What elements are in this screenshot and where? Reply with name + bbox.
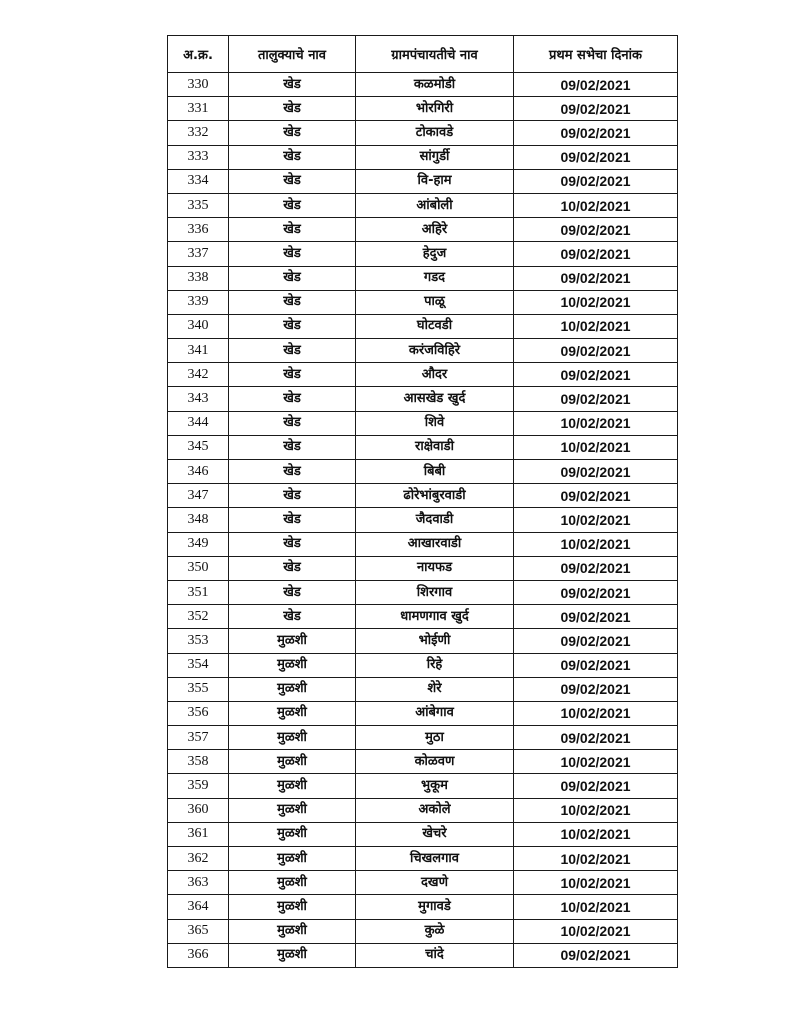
serial-number-cell: 350 — [168, 556, 229, 580]
meeting-date-cell: 10/02/2021 — [514, 701, 678, 725]
gram-panchayat-cell: राक्षेवाडी — [356, 435, 514, 459]
table-row — [168, 363, 678, 387]
serial-number-cell: 341 — [168, 339, 229, 363]
gram-panchayat-cell: कळमोडी — [356, 73, 514, 97]
table-row — [168, 411, 678, 435]
gram-panchayat-cell: घोटवडी — [356, 314, 514, 338]
taluka-cell: खेड — [229, 73, 356, 97]
meeting-date-cell: 09/02/2021 — [514, 605, 678, 629]
table-row — [168, 677, 678, 701]
table-row — [168, 556, 678, 580]
taluka-cell: खेड — [229, 314, 356, 338]
serial-number-cell: 351 — [168, 580, 229, 604]
header-serial: अ.क्र. — [168, 36, 229, 73]
taluka-cell: खेड — [229, 193, 356, 217]
table-row — [168, 121, 678, 145]
gram-panchayat-cell: दखणे — [356, 871, 514, 895]
table-row — [168, 73, 678, 97]
meeting-date-cell: 10/02/2021 — [514, 822, 678, 846]
taluka-cell: मुळशी — [229, 629, 356, 653]
gram-panchayat-cell: रिहे — [356, 653, 514, 677]
serial-number-cell: 360 — [168, 798, 229, 822]
serial-number-cell: 342 — [168, 363, 229, 387]
header-first-meeting-date: प्रथम सभेचा दिनांक — [514, 36, 678, 73]
meeting-date-cell: 09/02/2021 — [514, 653, 678, 677]
table-row — [168, 774, 678, 798]
gram-panchayat-cell: अकोले — [356, 798, 514, 822]
meeting-date-cell: 09/02/2021 — [514, 580, 678, 604]
header-row — [168, 36, 678, 73]
serial-number-cell: 339 — [168, 290, 229, 314]
taluka-cell: खेड — [229, 266, 356, 290]
gram-panchayat-cell: शिरगाव — [356, 580, 514, 604]
taluka-cell: मुळशी — [229, 871, 356, 895]
meeting-date-cell: 09/02/2021 — [514, 266, 678, 290]
serial-number-cell: 363 — [168, 871, 229, 895]
serial-number-cell: 330 — [168, 73, 229, 97]
gram-panchayat-cell: सांगुर्डी — [356, 145, 514, 169]
taluka-cell: खेड — [229, 363, 356, 387]
gram-panchayat-cell: चांदे — [356, 943, 514, 967]
meeting-date-cell: 10/02/2021 — [514, 919, 678, 943]
gram-panchayat-cell: करंजविहिरे — [356, 339, 514, 363]
taluka-cell: खेड — [229, 145, 356, 169]
table-row — [168, 701, 678, 725]
serial-number-cell: 359 — [168, 774, 229, 798]
gram-panchayat-cell: भोईणी — [356, 629, 514, 653]
gram-panchayat-cell: ढोरेभांबुरवाडी — [356, 484, 514, 508]
table-row — [168, 508, 678, 532]
gram-panchayat-cell: आंबेगाव — [356, 701, 514, 725]
taluka-cell: मुळशी — [229, 677, 356, 701]
taluka-cell: खेड — [229, 290, 356, 314]
taluka-cell: खेड — [229, 218, 356, 242]
table-row — [168, 726, 678, 750]
taluka-cell: खेड — [229, 435, 356, 459]
header-taluka: तालुक्याचे नाव — [229, 36, 356, 73]
meeting-date-cell: 09/02/2021 — [514, 677, 678, 701]
table-header — [168, 36, 678, 73]
serial-number-cell: 352 — [168, 605, 229, 629]
meeting-date-cell: 09/02/2021 — [514, 484, 678, 508]
taluka-cell: मुळशी — [229, 726, 356, 750]
gram-panchayat-cell: धामणगाव खुर्द — [356, 605, 514, 629]
serial-number-cell: 353 — [168, 629, 229, 653]
gram-panchayat-cell: कोळवण — [356, 750, 514, 774]
gram-panchayat-cell: भुकूम — [356, 774, 514, 798]
serial-number-cell: 331 — [168, 97, 229, 121]
serial-number-cell: 332 — [168, 121, 229, 145]
gram-panchayat-cell: अहिरे — [356, 218, 514, 242]
gram-panchayat-cell: मुठा — [356, 726, 514, 750]
table-row — [168, 97, 678, 121]
serial-number-cell: 361 — [168, 822, 229, 846]
table-row — [168, 242, 678, 266]
serial-number-cell: 338 — [168, 266, 229, 290]
taluka-cell: खेड — [229, 411, 356, 435]
meeting-date-cell: 09/02/2021 — [514, 943, 678, 967]
table-row — [168, 290, 678, 314]
table-row — [168, 484, 678, 508]
meeting-date-cell: 10/02/2021 — [514, 847, 678, 871]
meeting-date-cell: 09/02/2021 — [514, 629, 678, 653]
gram-panchayat-meeting-table — [167, 35, 678, 968]
gram-panchayat-cell: शेरे — [356, 677, 514, 701]
gram-panchayat-cell: आखारवाडी — [356, 532, 514, 556]
meeting-date-cell: 09/02/2021 — [514, 218, 678, 242]
serial-number-cell: 333 — [168, 145, 229, 169]
table-row — [168, 871, 678, 895]
gram-panchayat-cell: हेदुज — [356, 242, 514, 266]
taluka-cell: खेड — [229, 169, 356, 193]
gram-panchayat-cell: कुळे — [356, 919, 514, 943]
serial-number-cell: 340 — [168, 314, 229, 338]
gram-panchayat-cell: चिखलगाव — [356, 847, 514, 871]
taluka-cell: खेड — [229, 121, 356, 145]
meeting-date-cell: 10/02/2021 — [514, 798, 678, 822]
gram-panchayat-cell: बिबी — [356, 460, 514, 484]
serial-number-cell: 345 — [168, 435, 229, 459]
serial-number-cell: 348 — [168, 508, 229, 532]
table-row — [168, 314, 678, 338]
taluka-cell: मुळशी — [229, 847, 356, 871]
meeting-date-cell: 10/02/2021 — [514, 508, 678, 532]
table-row — [168, 266, 678, 290]
table-row — [168, 895, 678, 919]
meeting-date-cell: 09/02/2021 — [514, 363, 678, 387]
table-row — [168, 653, 678, 677]
taluka-cell: खेड — [229, 532, 356, 556]
table-row — [168, 847, 678, 871]
taluka-cell: खेड — [229, 242, 356, 266]
taluka-cell: मुळशी — [229, 822, 356, 846]
serial-number-cell: 343 — [168, 387, 229, 411]
serial-number-cell: 354 — [168, 653, 229, 677]
table-row — [168, 460, 678, 484]
table-row — [168, 919, 678, 943]
gram-panchayat-cell: मुगावडे — [356, 895, 514, 919]
serial-number-cell: 358 — [168, 750, 229, 774]
meeting-date-cell: 10/02/2021 — [514, 290, 678, 314]
meeting-date-cell: 09/02/2021 — [514, 121, 678, 145]
serial-number-cell: 349 — [168, 532, 229, 556]
taluka-cell: खेड — [229, 556, 356, 580]
meeting-date-cell: 09/02/2021 — [514, 339, 678, 363]
serial-number-cell: 364 — [168, 895, 229, 919]
serial-number-cell: 344 — [168, 411, 229, 435]
taluka-cell: मुळशी — [229, 774, 356, 798]
table-row — [168, 193, 678, 217]
serial-number-cell: 362 — [168, 847, 229, 871]
meeting-date-cell: 09/02/2021 — [514, 460, 678, 484]
table-row — [168, 605, 678, 629]
taluka-cell: मुळशी — [229, 653, 356, 677]
meeting-date-cell: 09/02/2021 — [514, 726, 678, 750]
meeting-date-cell: 09/02/2021 — [514, 242, 678, 266]
taluka-cell: मुळशी — [229, 895, 356, 919]
gram-panchayat-cell: भोरगिरी — [356, 97, 514, 121]
table-row — [168, 218, 678, 242]
serial-number-cell: 335 — [168, 193, 229, 217]
table-row — [168, 169, 678, 193]
gram-panchayat-cell: शिवे — [356, 411, 514, 435]
taluka-cell: मुळशी — [229, 919, 356, 943]
table-row — [168, 580, 678, 604]
meeting-date-cell: 09/02/2021 — [514, 145, 678, 169]
meeting-date-cell: 10/02/2021 — [514, 532, 678, 556]
gram-panchayat-cell: नायफड — [356, 556, 514, 580]
meeting-date-cell: 09/02/2021 — [514, 387, 678, 411]
table-row — [168, 532, 678, 556]
meeting-date-cell: 10/02/2021 — [514, 750, 678, 774]
serial-number-cell: 366 — [168, 943, 229, 967]
serial-number-cell: 337 — [168, 242, 229, 266]
taluka-cell: खेड — [229, 484, 356, 508]
meeting-date-cell: 10/02/2021 — [514, 411, 678, 435]
gram-panchayat-cell: जैदवाडी — [356, 508, 514, 532]
serial-number-cell: 347 — [168, 484, 229, 508]
gram-panchayat-cell: औदर — [356, 363, 514, 387]
gram-panchayat-cell: वि-हाम — [356, 169, 514, 193]
taluka-cell: खेड — [229, 97, 356, 121]
gram-panchayat-cell: आंबोली — [356, 193, 514, 217]
serial-number-cell: 336 — [168, 218, 229, 242]
serial-number-cell: 356 — [168, 701, 229, 725]
table-row — [168, 798, 678, 822]
taluka-cell: मुळशी — [229, 798, 356, 822]
taluka-cell: खेड — [229, 605, 356, 629]
taluka-cell: मुळशी — [229, 750, 356, 774]
meeting-date-cell: 10/02/2021 — [514, 314, 678, 338]
meeting-date-cell: 10/02/2021 — [514, 435, 678, 459]
taluka-cell: खेड — [229, 339, 356, 363]
gram-panchayat-cell: खेचरे — [356, 822, 514, 846]
gram-panchayat-cell: पाळू — [356, 290, 514, 314]
meeting-date-cell: 09/02/2021 — [514, 774, 678, 798]
serial-number-cell: 355 — [168, 677, 229, 701]
taluka-cell: खेड — [229, 460, 356, 484]
table-row — [168, 943, 678, 967]
meeting-date-cell: 10/02/2021 — [514, 193, 678, 217]
meeting-date-cell: 09/02/2021 — [514, 73, 678, 97]
table-row — [168, 435, 678, 459]
table-row — [168, 750, 678, 774]
table-row — [168, 145, 678, 169]
meeting-date-cell: 10/02/2021 — [514, 871, 678, 895]
meeting-date-cell: 09/02/2021 — [514, 169, 678, 193]
taluka-cell: खेड — [229, 387, 356, 411]
gram-panchayat-cell: आसखेड खुर्द — [356, 387, 514, 411]
gram-panchayat-cell: गडद — [356, 266, 514, 290]
serial-number-cell: 334 — [168, 169, 229, 193]
serial-number-cell: 346 — [168, 460, 229, 484]
meeting-date-cell: 09/02/2021 — [514, 556, 678, 580]
gram-panchayat-cell: टोकावडे — [356, 121, 514, 145]
meeting-date-cell: 09/02/2021 — [514, 97, 678, 121]
table-row — [168, 339, 678, 363]
serial-number-cell: 365 — [168, 919, 229, 943]
serial-number-cell: 357 — [168, 726, 229, 750]
header-gram-panchayat: ग्रामपंचायतीचे नाव — [356, 36, 514, 73]
table-row — [168, 387, 678, 411]
taluka-cell: मुळशी — [229, 701, 356, 725]
taluka-cell: खेड — [229, 580, 356, 604]
table-row — [168, 629, 678, 653]
table-row — [168, 822, 678, 846]
taluka-cell: मुळशी — [229, 943, 356, 967]
taluka-cell: खेड — [229, 508, 356, 532]
meeting-date-cell: 10/02/2021 — [514, 895, 678, 919]
table-body — [168, 73, 678, 968]
